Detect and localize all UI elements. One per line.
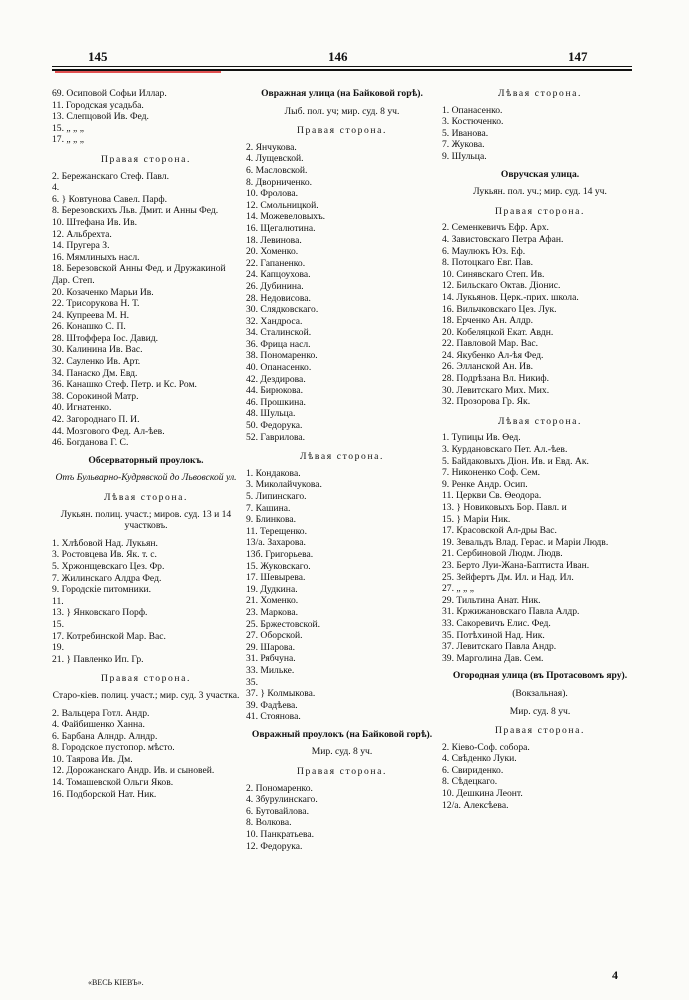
list-item: 32. Хандроса.: [246, 315, 303, 327]
list-item: 27. Оборской.: [246, 630, 303, 642]
list-item: 14. Пругера З.: [52, 240, 110, 252]
list-item: 2. Янчукова.: [246, 141, 297, 153]
list: [442, 432, 638, 664]
list-item: 22. Павловой Мар. Вас.: [442, 338, 539, 350]
list-item: 11. Городская усадьба.: [52, 99, 144, 111]
list-item: 8. Дворниченко.: [246, 176, 313, 188]
street-title: Овручская улица.: [500, 168, 580, 180]
list-item: 33. Сакоревичъ Елис. Фед.: [442, 617, 551, 629]
list-item: 16. Вильчковскаго Цез. Лук.: [442, 303, 557, 315]
section-info: Старо-кіев. полиц. участ.; мир. суд. 3 участка.: [52, 689, 240, 701]
list-item: 17. Котребинской Мар. Вас.: [52, 630, 166, 642]
list-item: 14. Можевеловыхъ.: [246, 211, 326, 223]
list: [246, 468, 438, 723]
list-item: 7. Никоненко Соф. Сем.: [442, 467, 540, 479]
list-item: 23. Маркова.: [246, 606, 299, 618]
list-item: 3. Миколайчукова.: [246, 479, 322, 491]
list-item: 26. Элланской Ан. Ив.: [442, 361, 534, 373]
list: [442, 222, 638, 408]
list-item: 40. Игнатенко.: [52, 402, 112, 414]
list-item: 19. Зевальдъ Влад. Герас. и Маріи Людв.: [442, 536, 609, 548]
list-item: 29. Шарова.: [246, 641, 295, 653]
list-item: 8. Березовскихъ Льв. Дмит. и Анны Фед.: [52, 205, 219, 217]
list-item: 13. } Новиковыхъ Бор. Павл. и: [442, 502, 567, 513]
list-item: 36. Фрица насл.: [246, 338, 311, 350]
list: [52, 88, 240, 146]
list-item: 35. Потѣхиной Над. Ник.: [442, 629, 545, 641]
list-item: 48. Шульца.: [246, 408, 296, 420]
list-item: 26. Дубинина.: [246, 280, 304, 292]
list-item: 20. Хоменко.: [246, 246, 299, 258]
list-item: 15. } Маріи Ник.: [442, 513, 511, 525]
list-item: 50. Федорука.: [246, 420, 303, 432]
list-item: 5. Иванова.: [442, 127, 489, 139]
list-item: 23. Берто Луи-Жана-Баптиста Иван.: [442, 559, 590, 571]
list-item: 28. Штоффера Іос. Давид.: [52, 332, 159, 344]
list-item: 38. Сорокиной Матр.: [52, 390, 139, 402]
section-heading: Правая сторона.: [495, 725, 585, 737]
list-item: 31. Рябчуна.: [246, 653, 296, 665]
list-item: 2. Пономаренко.: [246, 782, 313, 794]
street-title: Обсерваторный проулокъ.: [88, 454, 204, 466]
section-info: Мир. суд. 8 уч.: [509, 705, 571, 717]
list-item: 35.: [246, 676, 258, 688]
list-item: 8. Потоцкаго Евг. Пав.: [442, 257, 534, 269]
list-item: 18. Ерченко Ан. Алдр.: [442, 315, 534, 327]
list-item: 30. Левитскаго Мих. Мих.: [442, 384, 550, 396]
section-heading: Лѣвая сторона.: [497, 415, 583, 427]
list-item: 1. Опанасенко.: [442, 104, 503, 116]
list-item: 3. Ростовцева Ив. Як. т. с.: [52, 549, 157, 561]
list-item: 6. Бутовайлова.: [246, 805, 309, 817]
street-subtitle: (Вокзальная).: [512, 687, 568, 699]
list-item: 18. Левинова.: [246, 234, 302, 246]
list-item: 20. Козаченко Марьи Ив.: [52, 286, 154, 298]
list-item: 13. } Янковскаго Порф.: [52, 607, 148, 619]
list-item: 4. Свѣденко Луки.: [442, 753, 517, 765]
section-heading: Правая сторона.: [297, 125, 387, 137]
list-item: 44. Мозгового Фед. Ал-ѣев.: [52, 425, 165, 437]
list-item: 1. Тупицы Ив. Ѳед.: [442, 432, 521, 444]
list-item: 21. Сербиновой Людм. Людв.: [442, 548, 563, 560]
list-item: 10. Фролова.: [246, 188, 299, 200]
list-item: 5. Липинскаго.: [246, 491, 307, 502]
list-item: 21. } Павленко Ип. Гр.: [52, 653, 144, 665]
list-item: 7. Кашина.: [246, 502, 291, 514]
list-item: 24. Якубенко Ал-ѣя Фед.: [442, 349, 544, 361]
list: [246, 142, 438, 443]
list-item: 15. „ „ „: [52, 122, 84, 134]
list-item: 4. Збурулинскаго.: [246, 794, 318, 806]
list-item: 24. Купреева М. Н.: [52, 309, 130, 321]
list-item: 41. Стоянова.: [246, 711, 301, 723]
list-item: 36. Канашко Стеф. Петр. и Кс. Ром.: [52, 379, 197, 391]
list-item: 10. Таярова Ив. Дм.: [52, 753, 133, 765]
list-item: 2. Вальцера Готл. Андр.: [52, 707, 150, 719]
list-item: 12. Бильскаго Октав. Діонис.: [442, 280, 561, 292]
list-item: 1. Хлѣбовой Над. Лукьян.: [52, 537, 158, 549]
list-item: 10. Штефана Ив. Ив.: [52, 216, 138, 228]
list-item: 39. Марголина Дав. Сем.: [442, 652, 544, 664]
list-item: 69. Осиповой Софьи Иллар.: [52, 88, 167, 99]
list-item: 9. Городскіе питомники.: [52, 584, 152, 596]
section-info: Мир. суд. 8 уч.: [311, 746, 373, 758]
list-item: 6. Масловской.: [246, 164, 308, 176]
list-item: 4. Лущевской.: [246, 153, 304, 165]
section-heading: Лѣвая сторона.: [497, 88, 583, 99]
section-heading: Правая сторона.: [101, 673, 191, 685]
list-item: 16. Щегалютина.: [246, 222, 316, 234]
page-number-right: 147: [568, 49, 588, 64]
list-item: 1. Кондакова.: [246, 467, 301, 479]
list-item: 24. Капцоухова.: [246, 269, 311, 281]
list-item: 25. Бржестовской.: [246, 618, 321, 630]
column-center: [246, 88, 438, 852]
list-item: 6. Барбана Алндр. Алндр.: [52, 730, 158, 742]
section-heading: Лѣвая сторона.: [299, 451, 385, 463]
list-item: 42. Дездирова.: [246, 373, 306, 385]
street-subtitle: Отъ Бульварно-Кудрявской до Львовской ул.: [55, 472, 237, 484]
list-item: 25. Зейфертъ Дм. Ил. и Над. Ил.: [442, 571, 574, 583]
list-item: 34. Панаско Дм. Евд.: [52, 367, 138, 379]
street-title: Огородная улица (въ Протасовомъ яру).: [452, 670, 628, 682]
list-item: 32. Сауленко Ив. Арт.: [52, 356, 141, 368]
list-item: 4. Завистовскаго Петра Афан.: [442, 233, 564, 245]
list-item: 32. Прозорова Гр. Як.: [442, 396, 531, 408]
list-item: 16. Мямлиныхъ насл.: [52, 251, 140, 263]
list-item: 44. Бирюкова.: [246, 385, 304, 397]
list-item: 4.: [52, 182, 60, 194]
page-number-left: 145: [88, 49, 108, 64]
list-item: 6. Свириденко.: [442, 764, 504, 776]
list-item: 34. Сталинской.: [246, 327, 312, 339]
list-item: 3. Курдановскаго Пет. Ал.-ѣев.: [442, 444, 568, 456]
list-item: 10. Синявскаго Степ. Ив.: [442, 268, 545, 280]
list-item: 22. Гапаненко.: [246, 257, 306, 269]
section-info: Лукьян. пол. уч.; мир. суд. 14 уч.: [473, 186, 607, 198]
list-item: 12. Смольницкой.: [246, 199, 319, 211]
list-item: 9. Блинкова.: [246, 514, 297, 526]
list-item: 17. Шевырева.: [246, 572, 306, 584]
list-item: 15.: [52, 618, 64, 630]
list-item: 6. Маулюкъ Юз. Еф.: [442, 245, 526, 257]
list-item: 42. Загороднаго П. И.: [52, 414, 140, 426]
section-info: Лукьян. полиц. участ.; миров. суд. 13 и 14 участковъ.: [60, 508, 232, 532]
list-item: 2. Семенкевичъ Ефр. Арх.: [442, 222, 549, 234]
list-item: 46. Прошкина.: [246, 396, 306, 408]
list-item: 19.: [52, 642, 64, 654]
list-item: 37. Левитскаго Павла Андр.: [442, 641, 557, 653]
list-item: 14. Лукьянов. Церк.-прих. школа.: [442, 291, 579, 303]
list-item: 11. Терещенко.: [246, 525, 307, 537]
list-item: 8. Городское пустопор. мѣсто.: [52, 742, 175, 754]
list-item: 17. „ „ „: [52, 134, 84, 146]
list-item: 7. Жукова.: [442, 139, 485, 151]
corner-mark: 4: [612, 968, 618, 982]
list-item: 26. Конашко С. П.: [52, 321, 126, 333]
list-item: 13/а. Захарова.: [246, 537, 306, 549]
list-item: 28. Недовисова.: [246, 292, 311, 304]
list-item: 7. Жилинскаго Алдра Фед.: [52, 572, 162, 584]
list: [442, 742, 638, 812]
list: [52, 538, 240, 666]
list-item: 15. Жуковскаго.: [246, 560, 311, 572]
list-item: 28. Подрѣзана Вл. Никиф.: [442, 373, 550, 385]
list-item: 16. Подборской Нат. Ник.: [52, 788, 157, 800]
list-item: 5. Байдаковыхъ Діон. Ив. и Евд. Ак.: [442, 455, 589, 467]
list-item: 40. Опанасенко.: [246, 362, 312, 374]
list-item: 46. Богданова Г. С.: [52, 437, 129, 449]
page-number-center: 146: [328, 49, 348, 64]
footer-text: «ВЕСЬ КІЕВЪ».: [88, 978, 144, 987]
section-heading: Правая сторона.: [495, 205, 585, 217]
list-item: 8. Сѣдецкаго.: [442, 776, 498, 788]
street-title: Овражный проулокъ (на Байковой горѣ).: [251, 728, 433, 740]
list-item: 13. Слепцовой Ив. Фед.: [52, 111, 149, 123]
header-rule-thin: [52, 66, 632, 67]
list-item: 22. Трисорукова Н. Т.: [52, 298, 140, 310]
list: [246, 783, 438, 853]
list: [442, 105, 638, 163]
list-item: 38. Пономаренко.: [246, 350, 318, 362]
list-item: 39. Фадѣева.: [246, 699, 298, 711]
list-item: 12/а. Алексѣева.: [442, 799, 509, 811]
section-heading: Правая сторона.: [297, 766, 387, 778]
list-item: 13б. Григорьева.: [246, 548, 314, 560]
list-item: 20. Кобеляцкой Екат. Авдн.: [442, 326, 554, 338]
list: [52, 171, 240, 449]
column-left: [52, 88, 240, 800]
list-item: 12. Дорожанскаго Андр. Ив. и сыновей.: [52, 765, 215, 777]
list-item: 10. Панкратьева.: [246, 829, 315, 841]
list-item: 9. Шульца.: [442, 150, 487, 162]
list-item: 3. Костюченко.: [442, 116, 504, 128]
list-item: 2. Бережанскаго Стеф. Павл.: [52, 170, 169, 182]
list-item: 8. Волкова.: [246, 817, 292, 829]
list-item: 30. Слядковскаго.: [246, 304, 319, 316]
list-item: 18. Березовской Анны Фед. и Дружакиной Дар. Степ.: [52, 263, 226, 286]
list-item: 33. Мильке.: [246, 664, 295, 676]
list-item: 11.: [52, 595, 64, 607]
list-item: 5. Хржонщевскаго Цез. Фр.: [52, 560, 165, 572]
list-item: 27. „ „ „: [442, 583, 474, 595]
list-item: 4. Файбишенко Ханна.: [52, 719, 145, 731]
list-item: 10. Дешкина Леонт.: [442, 788, 523, 800]
list-item: 29. Тильтина Анат. Ник.: [442, 594, 541, 606]
list-item: 6. } Ковтунова Савел. Парф.: [52, 193, 168, 205]
list-item: 12. Альбрехта.: [52, 228, 112, 240]
list-item: 11. Церкви Св. Ѳеодора.: [442, 490, 542, 502]
section-heading: Правая сторона.: [101, 153, 191, 165]
red-underline-mark: [55, 71, 221, 73]
list-item: 37. } Колмыкова.: [246, 688, 316, 700]
section-info: Лыб. пол. уч; мир. суд. 8 уч.: [284, 105, 400, 117]
list-item: 9. Ренке Андр. Осип.: [442, 478, 528, 490]
list-item: 52. Гаврилова.: [246, 431, 306, 443]
list-item: 19. Дудкина.: [246, 583, 298, 595]
section-heading: Лѣвая сторона.: [103, 492, 189, 503]
list: [52, 708, 240, 801]
list-item: 31. Кржижановскаго Павла Алдр.: [442, 606, 580, 618]
list-item: 12. Федорука.: [246, 840, 303, 852]
list-item: 17. Красовской Ал-дры Вас.: [442, 525, 557, 537]
list-item: 14. Томашевской Ольги Яков.: [52, 777, 174, 789]
column-right: [442, 88, 638, 811]
street-title: Овражная улица (на Байковой горѣ).: [261, 88, 423, 99]
list-item: 30. Калинина Ив. Вас.: [52, 344, 143, 356]
list-item: 21. Хоменко.: [246, 595, 299, 607]
list-item: 2. Кіево-Соф. собора.: [442, 741, 530, 753]
